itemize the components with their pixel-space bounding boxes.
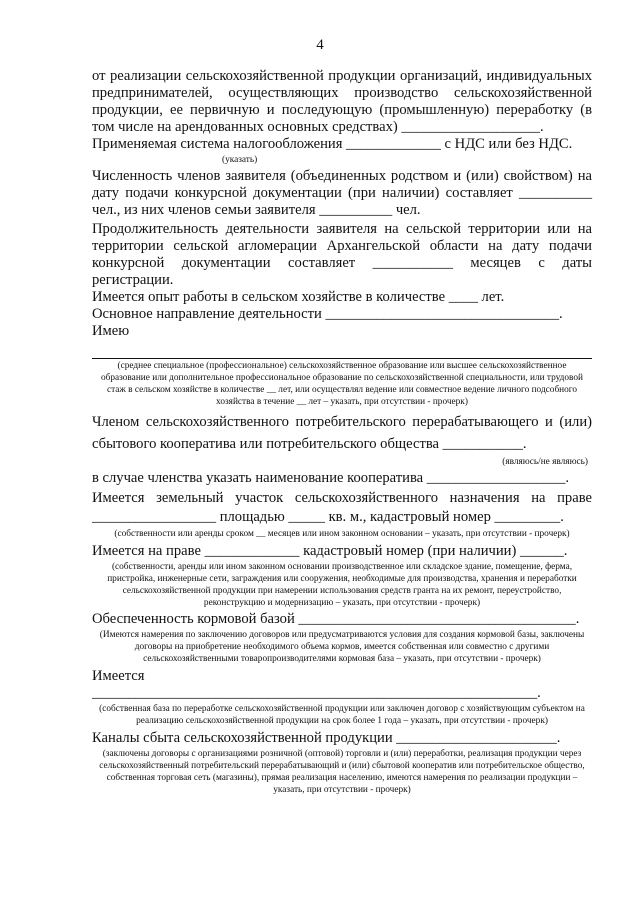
note-buildings: (собственности, аренды или ином законном основании производственное или складское здание, помещение, ферма, пристройка, инженерные сети, заграждения или сооружения, необходимые для производства, хранения и переработки сельскохозяйственной продукции при намерении использования средств гранта на их ремонт, переустройство, реконструкцию и модернизацию – указать, при отсутствии - прочерк) [107, 562, 577, 608]
note-education: (среднее специальное (профессиональное) сельскохозяйственное образование или высшее сельскохозяйственное образование или дополнительное профессиональное образование по сельскохозяйственной специальности, или трудовой стаж в сельском хозяйстве в количестве __ лет, или осуществлял ведение или совместное ведение личного подсобного хозяйства в течение __ лет – указать, при отсутствии - прочерк) [101, 361, 583, 407]
paragraph-processing-base: Имеется _____________________________________________________________. [92, 668, 541, 701]
page-number: 4 [316, 37, 324, 53]
note-feed-base: (Имеются намерения по заключению договоров или предусматриваются условия для создания кормовой базы, заключены договоры на приобретение необходимого объема кормов, имеется собственная или совместно с другими сельскохозяйственными товаропроизводителями кормовая база – указать, при отсутствии - прочерк) [99, 630, 585, 664]
note-tax-system: (указать) [222, 155, 258, 165]
note-sales-channels: (заключены договоры с организациями розничной (оптовой) торговли и (или) переработки, реализация продукции через сельскохозяйственный потребительский перерабатывающий и (или) сбытовой кооператив или потребительское общество, собственная торговая сеть (магазины), прямая реализация населению, имеются намерения по реализации продукции – указать, при отсутствии - прочерк) [99, 749, 585, 795]
paragraph-experience: Имеется опыт работы в сельском хозяйстве в количестве ____ лет. [92, 289, 505, 305]
paragraph-main-activity: Основное направление деятельности ________________________________. [92, 306, 563, 322]
paragraph-sales-channels: Каналы сбыта сельскохозяйственной продукции ______________________. [92, 730, 561, 746]
paragraph-land-plot: Имеется земельный участок сельскохозяйственного назначения на праве _________________ площадью _____ кв. м., кадастровый номер _________. [92, 490, 592, 525]
paragraph-income-source: от реализации сельскохозяйственной продукции организаций, индивидуальных предпринимателей, осуществляющих производство сельскохозяйственной продукции, ее первичную и последующую (промышленную) переработку (в том числе на арендованных основных средствах) ___________________. [92, 68, 592, 135]
paragraph-feed-base: Обеспеченность кормовой базой ______________________________________. [92, 611, 580, 627]
paragraph-duration: Продолжительность деятельности заявителя на сельской территории или на территории сельской агломерации Архангельской области на дату подачи конкурсной документации составляет ___________ месяцев с даты регистрации. [92, 221, 592, 288]
paragraph-members-count: Численность членов заявителя (объединенных родством и (или) свойством) на дату подачи конкурсной документации (при наличии) составляет __________ чел., из них членов семьи заявителя __________ чел. [92, 168, 592, 218]
note-cooperative-membership: (являюсь/не являюсь) [502, 457, 588, 467]
note-processing-base: (собственная база по переработке сельскохозяйственной продукции или заключен договор с хозяйствующим субъектом на реализацию сельскохозяйственной продукции на срок более 1 года – указать, при отсутствии - прочерк) [99, 704, 585, 726]
paragraph-education-label: Имею [92, 323, 130, 339]
paragraph-cooperative-membership: Членом сельскохозяйственного потребительского перерабатывающего и (или) сбытового кооператива или потребительского общества ___________. [92, 414, 592, 452]
form-body [92, 68, 592, 796]
note-land-plot: (собственности или аренды сроком __ месяцев или ином законном основании – указать, при отсутствии - прочерк) [114, 529, 570, 539]
paragraph-tax-system: Применяемая система налогообложения _____________ с НДС или без НДС. [92, 136, 573, 152]
paragraph-cooperative-name: в случае членства указать наименование кооператива ___________________. [92, 470, 570, 486]
education-blank-line [92, 344, 592, 359]
paragraph-buildings-right: Имеется на праве _____________ кадастровый номер (при наличии) ______. [92, 543, 568, 559]
